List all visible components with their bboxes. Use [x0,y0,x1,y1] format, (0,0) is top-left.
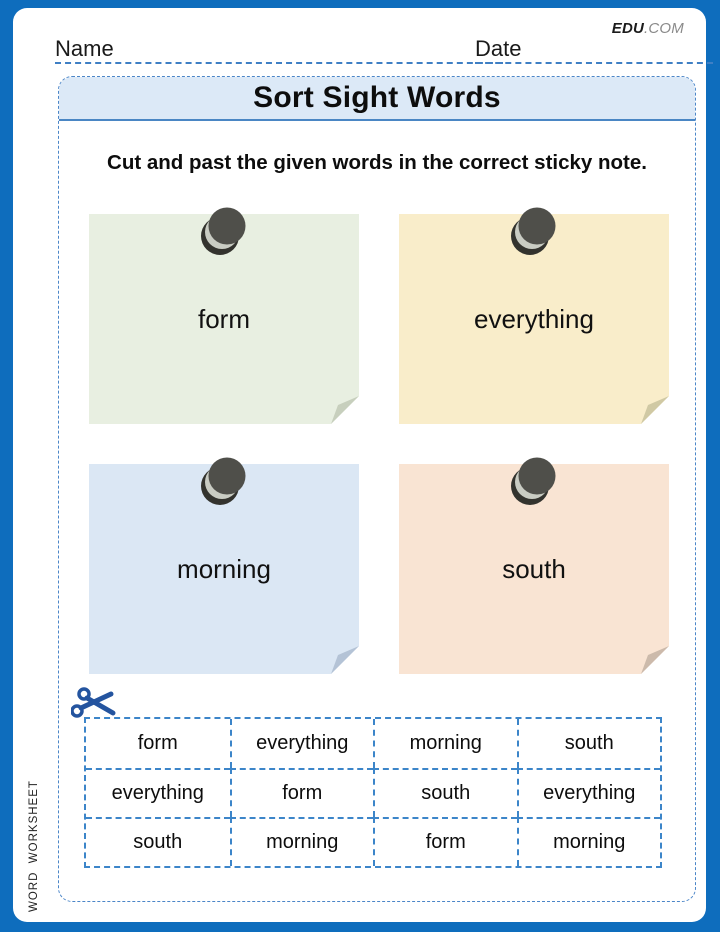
push-pin-icon [199,455,249,507]
cut-word-cell: south [373,768,517,817]
date-label: Date [475,36,522,61]
worksheet-type-label: WORD WORKSHEET [28,780,40,912]
logo-edu-text: EDU [611,20,645,37]
push-pin-icon [509,205,559,257]
name-field[interactable] [55,36,503,64]
name-label: Name [55,36,114,61]
cut-word-cell: south [86,817,230,866]
folded-corner [325,390,359,424]
note-word: morning [177,553,271,584]
logo-com-text: .COM [644,20,684,37]
cut-out-word-grid [84,717,662,868]
sticky-note-morning [89,464,359,674]
date-field[interactable] [475,36,713,64]
worksheet-page [13,8,706,922]
note-word: everything [474,303,594,334]
title-bar [59,77,695,121]
cut-word-cell: morning [517,817,661,866]
push-pin-icon [199,205,249,257]
edu-com-logo [612,20,684,37]
cut-word-cell: form [230,768,374,817]
cut-word-cell: morning [373,719,517,768]
cut-word-cell: form [137,732,178,754]
page-title: Sort Sight Words [253,81,501,114]
folded-corner [635,640,669,674]
cut-word-cell: south [517,719,661,768]
folded-corner [635,390,669,424]
note-word: south [502,553,566,584]
instruction-text: Cut and past the given words in the correct sticky note. [107,151,647,174]
cut-word-cell: everything [517,768,661,817]
sticky-note-south [399,464,669,674]
sticky-note-form [89,214,359,424]
cut-word-cell: everything [86,768,230,817]
sticky-note-everything [399,214,669,424]
push-pin-icon [509,455,559,507]
worksheet-body [58,76,696,902]
cut-word-cell: morning [230,817,374,866]
cut-word-cell: form [373,817,517,866]
folded-corner [325,640,359,674]
note-word: form [198,303,250,334]
cut-word-cell: everything [230,719,374,768]
